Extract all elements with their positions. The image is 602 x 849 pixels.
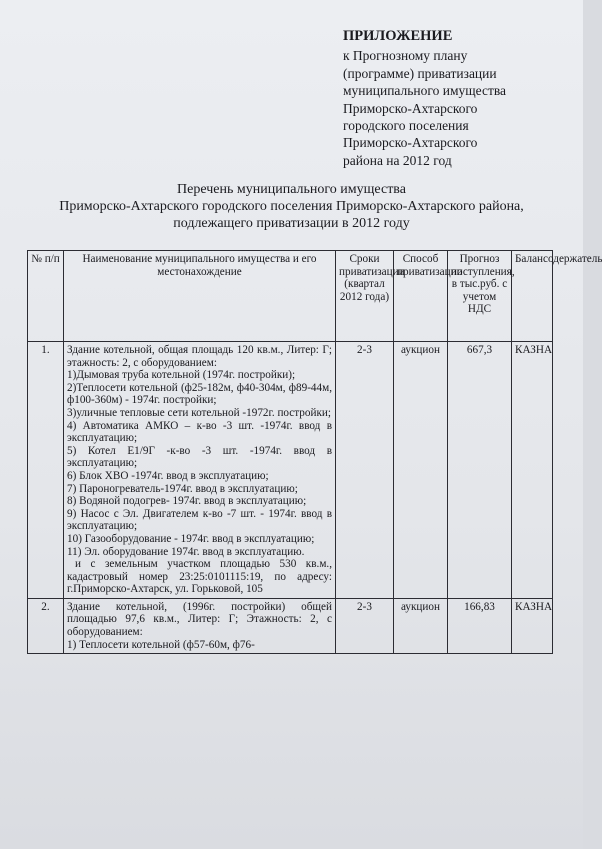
name-line: 5) Котел Е1/9Г -к-во -3 шт. -1974г. ввод в эксплуатацию; (67, 444, 332, 470)
name-line: 10) Газооборудование - 1974г. ввод в эксплуатацию; (67, 532, 315, 545)
header-method: Способ приватизации (394, 251, 448, 342)
header-forecast: Прогноз поступления, в тыс.руб. с учетом НДС (448, 251, 512, 342)
name-line: 2)Теплосети котельной (ф25-182м, ф40-304м, ф89-44м, ф100-360м) - 1974г. постройки; (67, 381, 332, 407)
cell-holder: КАЗНА (512, 342, 553, 599)
appendix-line: к Прогнозному плану (343, 48, 468, 64)
name-line: 4) Автоматика АМКО – к-во -3 шт. -1974г. ввод в эксплуатацию; (67, 419, 332, 445)
cell-name (64, 342, 336, 599)
header-name: Наименование муниципального имущества и его местонахождение (64, 251, 336, 342)
name-line: и с земельным участком площадью 530 кв.м., кадастровый номер 23:25:0101115:19, по адресу: г.Приморско-Ахтарск, ул. Горьковой, 105 (67, 558, 332, 596)
name-line: 11) Эл. оборудование 1974г. ввод в эксплуатацию. (67, 545, 305, 558)
cell-forecast: 667,3 (448, 342, 512, 599)
name-line: 1)Дымовая труба котельной (1974г. постройки); (67, 369, 296, 382)
name-line: 1) Теплосети котельной (ф57-60м, ф76- (67, 638, 255, 651)
appendix-line: городского поселения (343, 118, 469, 134)
appendix-heading: ПРИЛОЖЕНИЕ (343, 28, 453, 44)
cell-num: 1. (28, 342, 64, 599)
property-table (27, 250, 602, 654)
name-line: 8) Водяной подогрев- 1974г. ввод в эксплуатацию; (67, 495, 307, 508)
title-line: Перечень муниципального имущества (177, 182, 406, 197)
cell-holder: КАЗНА (512, 598, 553, 653)
cell-num: 2. (28, 598, 64, 653)
header-holder: Балансодержатель (512, 251, 553, 342)
cell-forecast: 166,83 (448, 598, 512, 653)
appendix-line: (программе) приватизации (343, 65, 497, 81)
name-line: Здание котельной, общая площадь 120 кв.м., Литер: Г; этажность: 2, с оборудованием: (67, 344, 332, 369)
cell-name (64, 598, 336, 653)
appendix-line: Приморско-Ахтарского (343, 135, 478, 151)
appendix-line: района на 2012 год (343, 152, 452, 168)
table-row (28, 342, 553, 599)
header-term: Сроки приватизации (квартал 2012 года) (336, 251, 394, 342)
table-header-row (28, 251, 553, 342)
title-line: подлежащего приватизации в 2012 году (173, 216, 410, 231)
cell-term: 2-3 (336, 342, 394, 599)
name-line: Здание котельной, (1996г. постройки) общей площадью 97,6 кв.м., Литер: Г; Этажность: 2, с оборудованием: (67, 600, 332, 639)
name-line: 9) Насос с Эл. Двигателем к-во -7 шт. - 1974г. ввод в эксплуатацию; (67, 507, 332, 533)
appendix-block (343, 28, 573, 169)
name-line: 6) Блок ХВО -1974г. ввод в эксплуатацию; (67, 469, 269, 482)
cell-method: аукцион (394, 342, 448, 599)
cell-method: аукцион (394, 598, 448, 653)
document-title (0, 181, 583, 232)
name-line: 7) Пароногреватель-1974г. ввод в эксплуатацию; (67, 482, 298, 495)
title-line: Приморско-Ахтарского городского поселения Приморско-Ахтарского района, (59, 199, 524, 214)
header-num: № п/п (28, 251, 64, 342)
cell-term: 2-3 (336, 598, 394, 653)
table-row (28, 598, 553, 653)
name-line: 3)уличные тепловые сети котельной -1972г. постройки; (67, 406, 331, 419)
appendix-line: Приморско-Ахтарского (343, 100, 478, 116)
appendix-line: муниципального имущества (343, 83, 507, 99)
